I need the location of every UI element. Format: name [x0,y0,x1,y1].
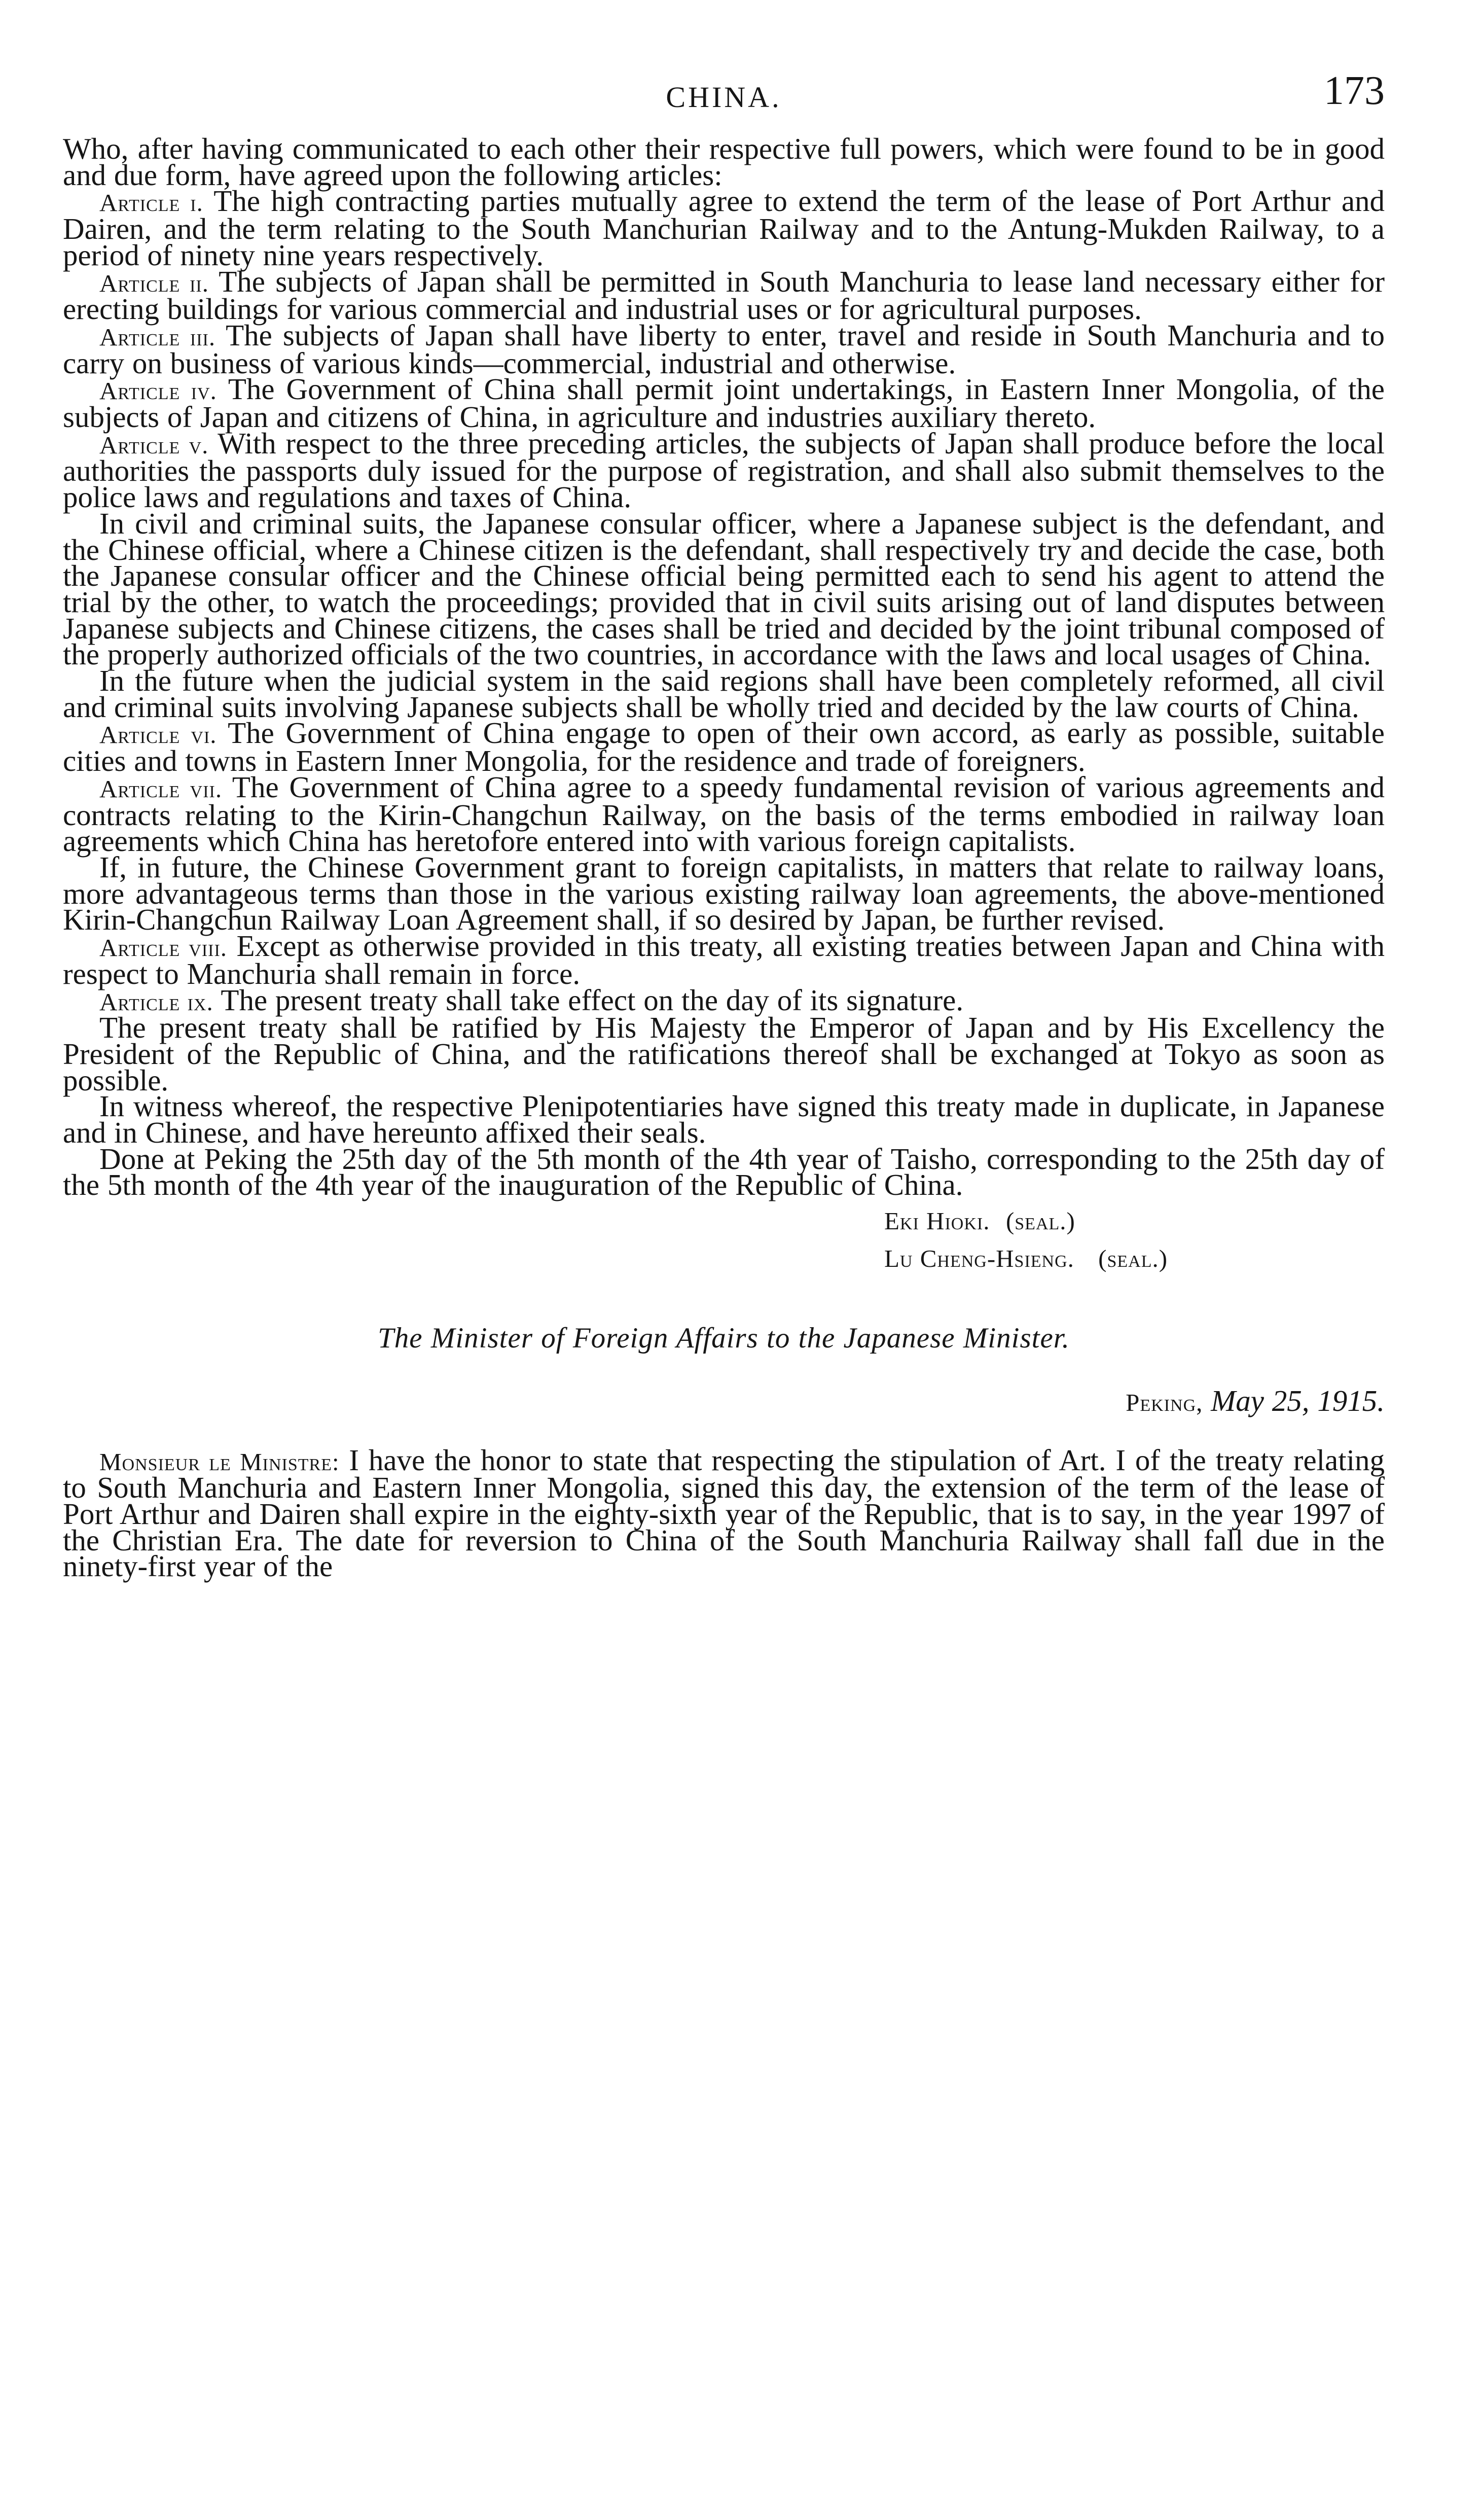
done-at-paragraph: Done at Peking the 25th day of the 5th month of the 4th year of Taisho, corresponding to the 25th day of the 5th month of the 4th year of the inauguration of the Republic of China. [63,1142,1385,1202]
article-3 [63,318,1385,380]
treaty-text [63,132,1385,1583]
article-6-label: Article vi. [99,721,217,749]
ratification-paragraph: The present treaty shall be ratified by His Majesty the Emperor of Japan and by His Excellency the President of the Republic of China, and the ratifications thereof shall be exchanged at Tokyo as soon as possible. [63,1011,1385,1097]
signature-line [884,1201,1385,1239]
seal-mark: (seal.) [1098,1245,1168,1273]
running-header [63,60,1385,136]
article-6-text: The Government of China engage to open of their own accord, as early as possible, suitable cities and towns in Eastern Inner Mongolia, for the residence and trade of foreigners. [63,716,1385,778]
article-6 [63,716,1385,778]
article-4-label: Article iv. [99,377,217,405]
letter-dateline [63,1383,1385,1417]
signatory-name: Eki Hioki. [884,1207,990,1235]
civil-suits-paragraph: In civil and criminal suits, the Japanese consular officer, where a Japanese subject is the defendant, and the Chinese official, where a Chinese citizen is the defendant, shall respectively try and decide the case, both the Japanese consular officer and the Chinese official being permitted each to send his agent to attend the trial by the other, to watch the proceedings; provided that in civil suits arising out of land disputes between Japanese subjects and Chinese citizens, the cases shall be tried and decided by the joint tribunal composed of the properly authorized officials of the two countries, in accordance with the laws and local usages of China. [63,506,1385,671]
page-number: 173 [1324,68,1385,113]
article-2-text: The subjects of Japan shall be permitted in South Manchuria to lease land necessary either for erecting buildings for various commercial and industrial uses or for agricultural purposes. [63,264,1385,326]
article-5-label: Article v. [99,431,209,459]
signature-block [884,1201,1385,1276]
article-8-label: Article viii. [99,934,228,962]
article-7-label: Article vii. [99,774,223,803]
article-7 [63,770,1385,858]
signatory-name: Lu Cheng-Hsieng. [884,1245,1074,1273]
seal-mark: (seal.) [1005,1207,1075,1235]
article-4-text: The Government of China shall permit joint undertakings, in Eastern Inner Mongolia, of the subjects of Japan and citizens of China, in agriculture and industries auxiliary thereto. [63,372,1385,434]
article-3-text: The subjects of Japan shall have liberty to enter, travel and reside in South Manchuria and to carry on business of various kinds—commercial, industrial and otherwise. [63,318,1385,380]
article-2-label: Article ii. [99,269,209,297]
article-3-label: Article iii. [99,323,216,351]
letter-text: I have the honor to state that respecting the stipulation of Art. I of the treaty relating to South Manchuria and Eastern Inner Mongolia, signed this day, the extension of the term of the lease of Port Arthur and Dairen shall expire in the eighty-sixth year of the Republic, that is to say, in the year 1997 of the Christian Era. The date for reversion to China of the South Manchuria Railway shall fall due in the ninety-first year of the [63,1443,1385,1583]
article-2 [63,264,1385,326]
letter-date: May 25, 1915. [1211,1383,1385,1417]
witness-paragraph: In witness whereof, the respective Plenipotentiaries have signed this treaty made in duplicate, in Japanese and in Chinese, and have hereunto affixed their seals. [63,1089,1385,1150]
judicial-reform-paragraph: In the future when the judicial system in the said regions shall have been completely reformed, all civil and criminal suits involving Japanese subjects shall be wholly tried and decided by the law courts of China. [63,664,1385,724]
article-8-text: Except as otherwise provided in this treaty, all existing treaties between Japan and China with respect to Manchuria shall remain in force. [63,929,1385,990]
article-7-text: The Government of China agree to a speedy fundamental revision of various agreements and contracts relating to the Kirin-Changchun Railway, on the basis of the terms embodied in railway loan agreements which China has heretofore entered into with various foreign capitalists. [63,770,1385,858]
article-1 [63,184,1385,272]
article-1-text: The high contracting parties mutually agree to extend the term of the lease of Port Arthur and Dairen, and the term relating to the South Manchurian Railway and to the Antung-Mukden Railway, to a period of ninety nine years respectively. [63,184,1385,272]
article-9-label: Article ix. [99,987,213,1016]
railway-loans-paragraph: If, in future, the Chinese Government grant to foreign capitalists, in matters that relate to railway loans, more advantageous terms than those in the various existing railway loan agreements, the above-mentioned Kirin-Changchun Railway Loan Agreement shall, if so desired by Japan, be further revised. [63,850,1385,937]
article-1-label: Article i. [99,189,203,217]
article-9-text: The present treaty shall take effect on the day of its signature. [213,983,964,1017]
article-8 [63,929,1385,990]
intro-paragraph: Who, after having communicated to each other their respective full powers, which were found to be in good and due form, have agreed upon the following articles: [63,132,1385,192]
article-5-text: With respect to the three preceding articles, the subjects of Japan shall produce before the local authorities the passports duly issued for the purpose of registration, and shall also submit themselves to the police laws and regulations and taxes of China. [63,426,1385,514]
article-5 [63,426,1385,514]
letter-salutation: Monsieur le Ministre: [99,1447,340,1476]
article-4 [63,372,1385,434]
running-title: CHINA. [666,81,782,114]
letter-body [63,1443,1385,1583]
letter-heading: The Minister of Foreign Affairs to the Japanese Minister. [378,1322,1070,1355]
signature-line [884,1239,1385,1276]
letter-place: Peking, [1126,1388,1203,1416]
